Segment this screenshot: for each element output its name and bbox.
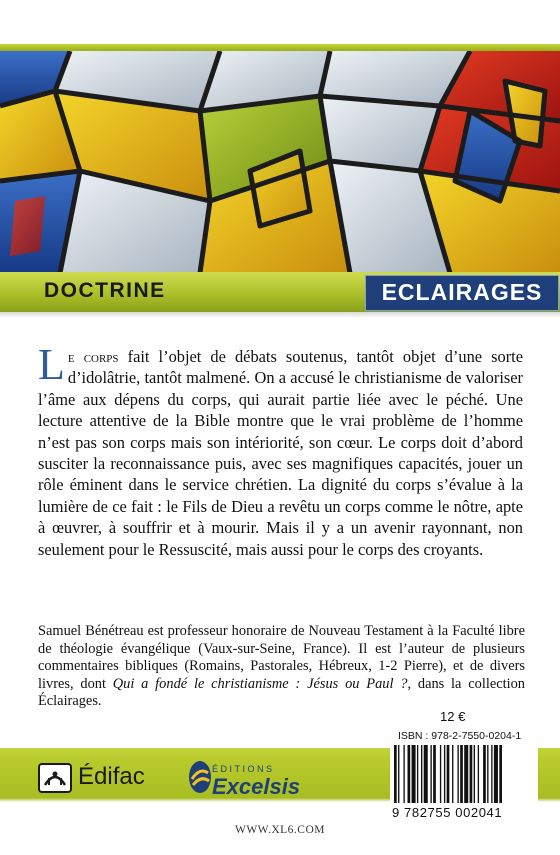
collection-badge — [365, 275, 559, 311]
band-shadow — [0, 312, 560, 318]
barcode-bar — [444, 745, 445, 803]
barcode-bar — [470, 745, 473, 803]
barcode-number: 9 782755 002041 — [392, 805, 503, 820]
barcode-bar — [483, 745, 486, 803]
barcode-bar — [478, 745, 479, 803]
edifac-name: Édifac — [78, 763, 145, 790]
bio-book-title: Qui a fondé le christianisme : Jésus ou Paul ? — [112, 675, 408, 692]
barcode-bar — [424, 745, 428, 803]
drop-cap: L — [38, 340, 65, 389]
top-margin — [0, 0, 560, 48]
barcode-bar — [440, 745, 441, 803]
excelsis-name: Excelsis — [212, 774, 301, 799]
bio-tail: , dans la collection Éclairages. — [38, 675, 525, 710]
author-bio — [38, 623, 525, 711]
collection-label: ECLAIRAGES — [381, 279, 543, 305]
barcode-bar — [452, 745, 453, 803]
barcode-bar — [421, 745, 422, 803]
barcode-bar — [412, 745, 416, 803]
blurb-text: fait l’objet de débats soutenus, tantôt objet d’une sorte d’idolâtrie, tantôt malmené. On a accusé le christianisme de valoriser l’âme aux dépens du corps, qui aurait partie liée avec le péché. Une lecture attentive de la Bible montre que le vrai problème de l’homme n’est pas son corps mais son intériorité, son cœur. Le corps doit d’abord susciter la reconnaissance puis, avec ses magnifiques capacités, jouer un rôle éminent dans le service chrétien. La dignité du corps s’évalue à la lumière de ce fait : le Fils de Dieu a revêtu un corps comme le nôtre, apte à œuvrer, à souffrir et à mourir. Mais il y a un avenir rayonnant, non seulement pour le Ressuscité, mais aussi pour le corps des croyants. — [38, 347, 523, 559]
barcode-bar — [491, 745, 492, 803]
barcode-bar — [494, 745, 498, 803]
barcode-bar — [474, 745, 475, 803]
excelsis-logo-icon — [188, 759, 212, 800]
barcode-bar — [487, 745, 488, 803]
isbn: ISBN : 978-2-7550-0204-1 — [398, 730, 522, 742]
barcode-bar — [457, 745, 458, 803]
barcode-bar — [417, 745, 418, 803]
blurb-paragraph — [38, 340, 523, 560]
series-label: DOCTRINE — [44, 279, 166, 302]
barcode-bar — [403, 745, 404, 803]
barcode-bar — [499, 745, 502, 803]
barcode-bar — [447, 745, 450, 803]
bio-text: Samuel Bénétreau est professeur honoraire de Nouveau Testament à la Faculté libre de théologie évangélique (Vaux-sur-Seine, France). Il est l’auteur de plusieurs commentaires bibliques (Romains, Pastorales, Hébreux, 1-2 Pierre), et de divers livres, dont — [38, 623, 525, 692]
barcode-bar — [394, 745, 397, 803]
excelsis-editions: ÉDITIONS — [212, 764, 275, 774]
barcode-bar — [464, 745, 468, 803]
stained-glass-image — [0, 51, 560, 273]
blurb-lead: e corps — [67, 347, 119, 366]
edifac-logo-icon — [38, 763, 72, 798]
top-green-stripe — [0, 44, 560, 51]
barcode-bar — [398, 745, 399, 803]
barcode-bar — [408, 745, 411, 803]
barcode-bar — [460, 745, 463, 803]
website: WWW.XL6.COM — [234, 824, 326, 836]
price: 12 € — [440, 709, 466, 724]
barcode-bar — [430, 745, 431, 803]
barcode-bar — [433, 745, 436, 803]
